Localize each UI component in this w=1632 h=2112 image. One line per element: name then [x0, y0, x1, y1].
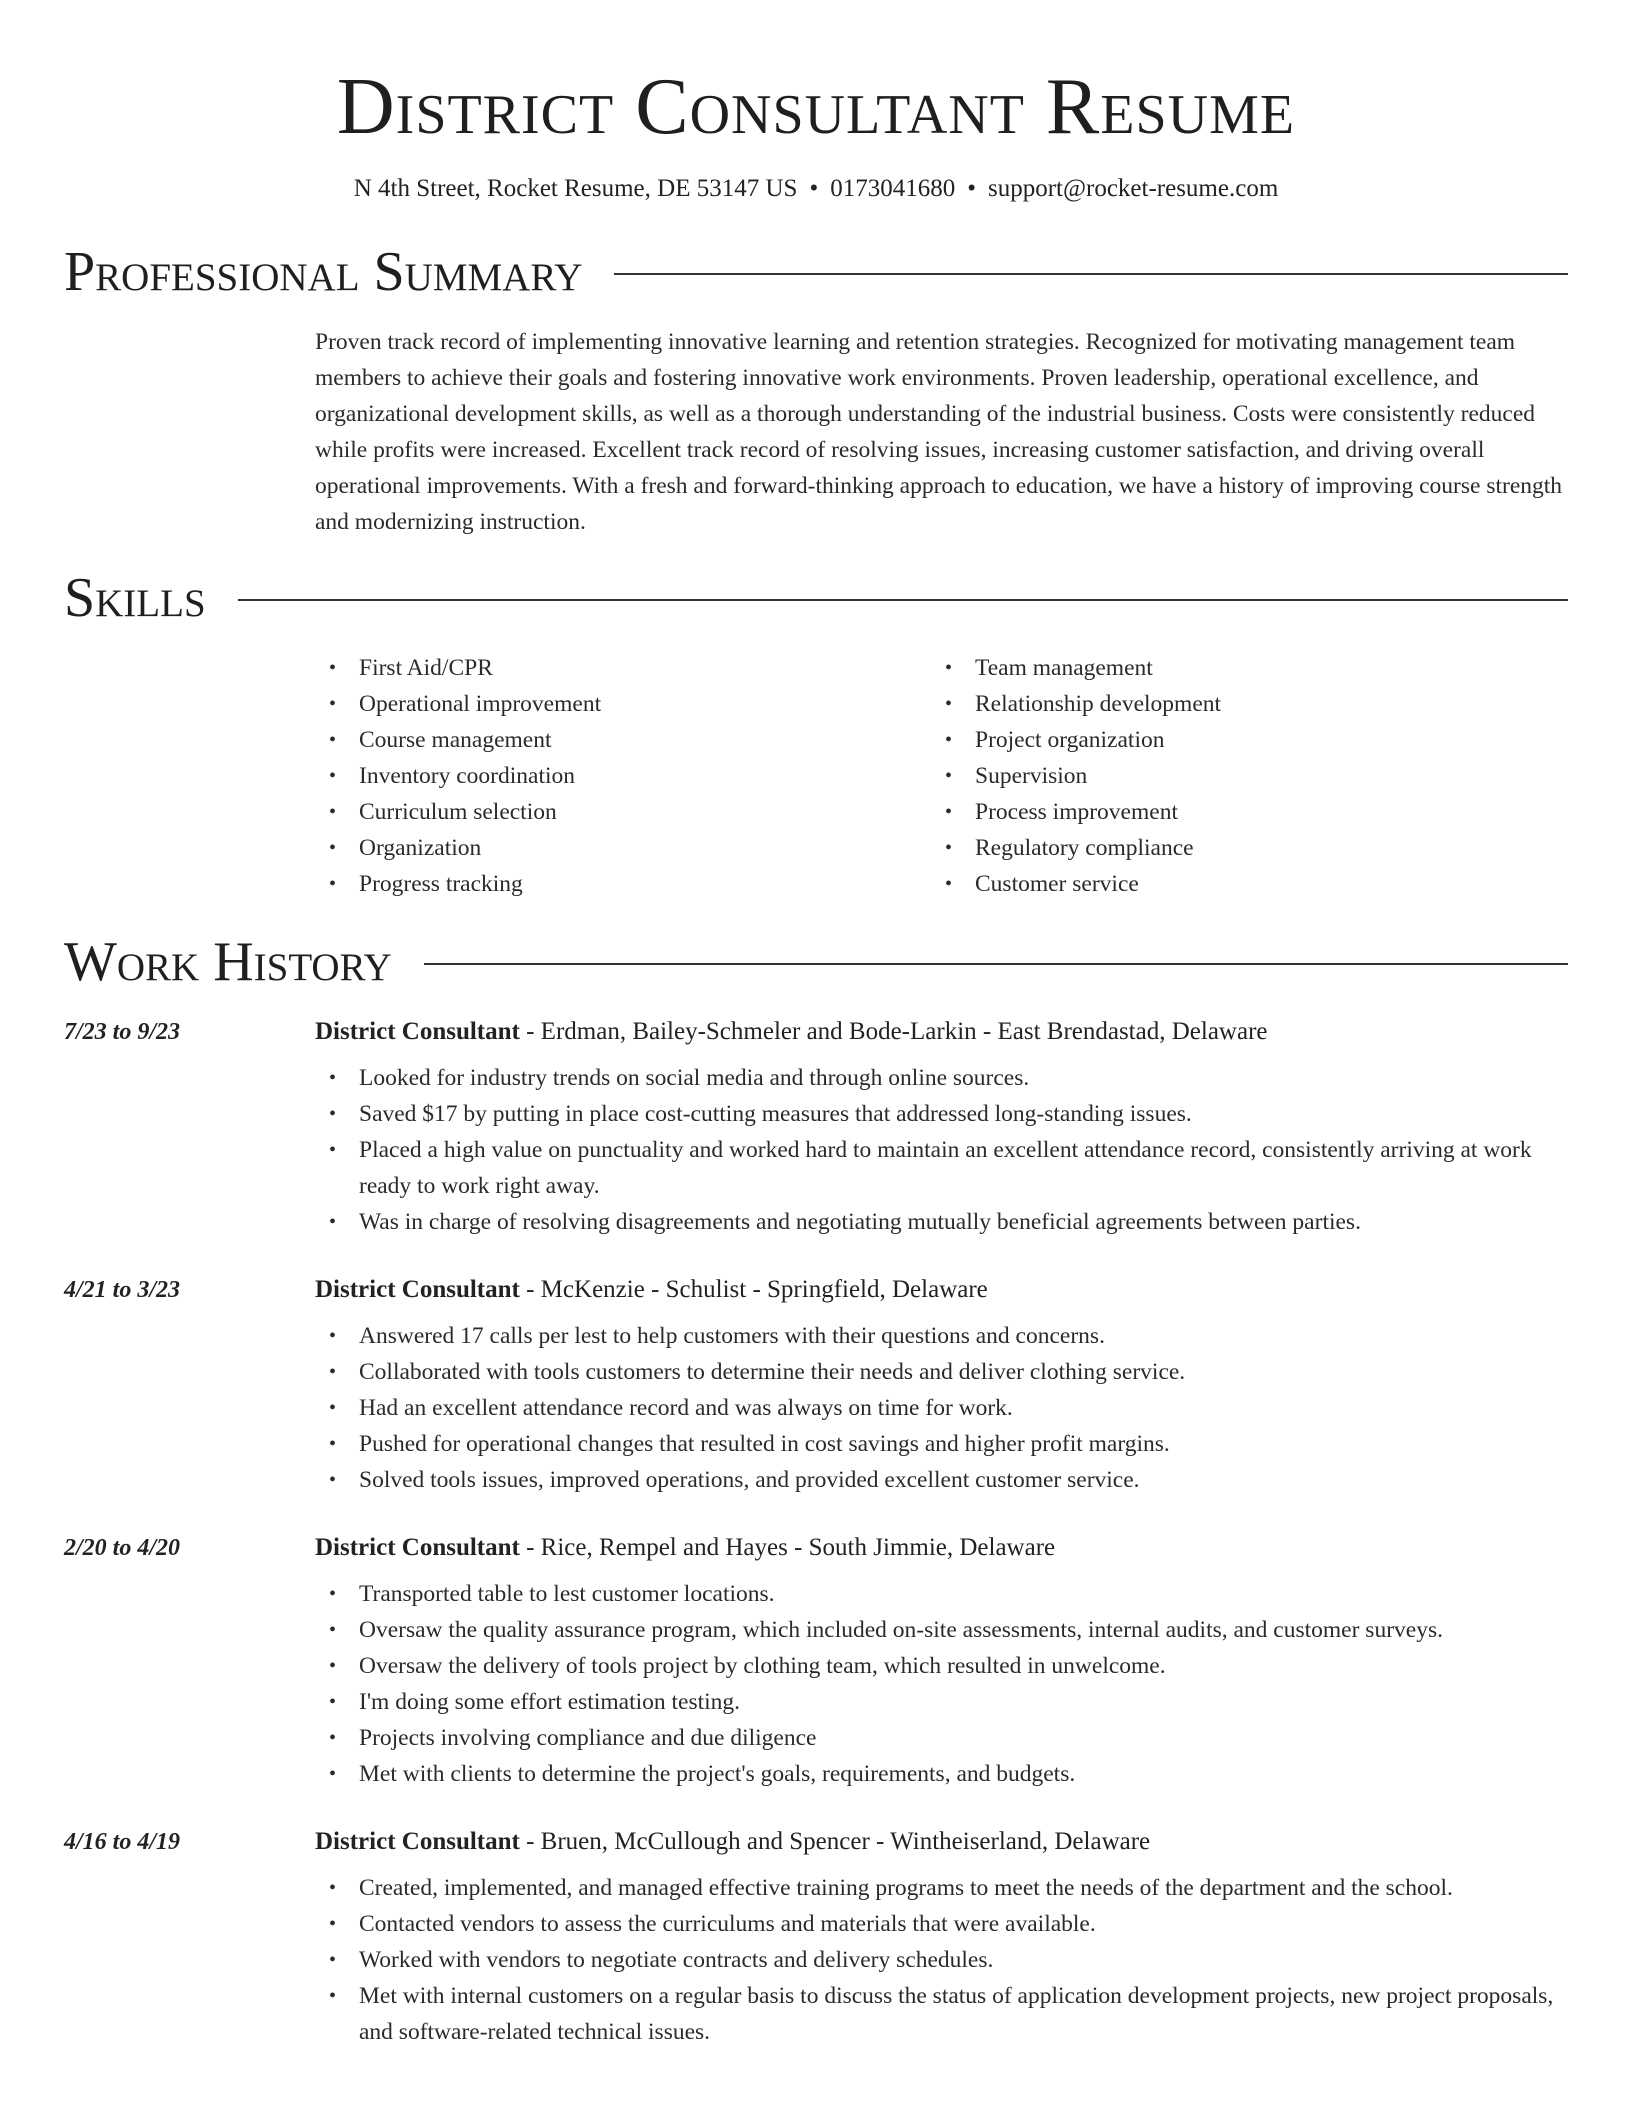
job-duty-item: • Answered 17 calls per lest to help customers with their questions and concerns.	[359, 1318, 1568, 1354]
section-divider	[238, 599, 1568, 601]
skill-item: • Inventory coordination	[359, 758, 931, 794]
job-heading	[315, 1016, 1568, 1048]
job-title: District Consultant	[315, 1276, 520, 1303]
skill-item: • Project organization	[975, 722, 1547, 758]
contact-separator: •	[809, 175, 819, 202]
job-duty-item: • Oversaw the quality assurance program, which included on-site assessments, internal audits, and customer surveys.	[359, 1612, 1568, 1648]
job-duty-item: • Contacted vendors to assess the curriculums and materials that were available.	[359, 1906, 1568, 1942]
job-heading	[315, 1274, 1568, 1306]
job-title: District Consultant	[315, 1828, 520, 1855]
work-heading: Work History	[64, 931, 392, 993]
summary-section-header	[64, 240, 1568, 304]
skills-list-right	[931, 650, 1547, 902]
work-section-header	[64, 930, 1568, 994]
skill-item: • First Aid/CPR	[359, 650, 931, 686]
skills-section-header	[64, 566, 1568, 630]
job-dates: 7/23 to 9/23	[64, 1019, 181, 1045]
job-duty-item: • Met with internal customers on a regular basis to discuss the status of application development projects, new project proposals, and software-related technical issues.	[359, 1978, 1568, 2050]
skill-item: • Progress tracking	[359, 866, 931, 902]
job-entry	[64, 1826, 1568, 2050]
skill-item: • Operational improvement	[359, 686, 931, 722]
job-duty-item: • Saved $17 by putting in place cost-cutting measures that addressed long-standing issues.	[359, 1096, 1568, 1132]
resume-title: District Consultant Resume	[336, 63, 1296, 151]
job-employer: - McKenzie - Schulist - Springfield, Delaware	[519, 1276, 988, 1303]
skill-item: • Team management	[975, 650, 1547, 686]
job-duty-item: • Transported table to lest customer locations.	[359, 1576, 1568, 1612]
job-duty-item: • Solved tools issues, improved operations, and provided excellent customer service.	[359, 1462, 1568, 1498]
job-duties	[315, 1318, 1568, 1498]
job-entry	[64, 1016, 1568, 1240]
resume-page	[64, 0, 1568, 2050]
job-dates: 4/21 to 3/23	[64, 1277, 181, 1303]
job-duty-item: • Created, implemented, and managed effective training programs to meet the needs of the department and the school.	[359, 1870, 1568, 1906]
job-duty-item: • I'm doing some effort estimation testing.	[359, 1684, 1568, 1720]
skill-item: • Supervision	[975, 758, 1547, 794]
skill-item: • Customer service	[975, 866, 1547, 902]
skill-item: • Course management	[359, 722, 931, 758]
skill-item: • Relationship development	[975, 686, 1547, 722]
skill-item: • Process improvement	[975, 794, 1547, 830]
job-heading	[315, 1826, 1568, 1858]
job-duty-item: • Pushed for operational changes that resulted in cost savings and higher profit margins.	[359, 1426, 1568, 1462]
job-employer: - Erdman, Bailey-Schmeler and Bode-Larkin - East Brendastad, Delaware	[519, 1018, 1268, 1045]
skills-columns	[315, 650, 1568, 902]
summary-heading: Professional Summary	[64, 241, 583, 303]
job-employer: - Bruen, McCullough and Spencer - Wintheiserland, Delaware	[519, 1828, 1151, 1855]
job-duty-item: • Was in charge of resolving disagreements and negotiating mutually beneficial agreements between parties.	[359, 1204, 1568, 1240]
job-title: District Consultant	[315, 1534, 520, 1561]
job-employer: - Rice, Rempel and Hayes - South Jimmie, Delaware	[519, 1534, 1056, 1561]
job-dates: 2/20 to 4/20	[64, 1535, 181, 1561]
skills-list-left	[315, 650, 931, 902]
job-duty-item: • Projects involving compliance and due diligence	[359, 1720, 1568, 1756]
job-duty-item: • Met with clients to determine the project's goals, requirements, and budgets.	[359, 1756, 1568, 1792]
job-duty-item: • Worked with vendors to negotiate contracts and delivery schedules.	[359, 1942, 1568, 1978]
job-duty-item: • Looked for industry trends on social media and through online sources.	[359, 1060, 1568, 1096]
skill-item: • Organization	[359, 830, 931, 866]
job-duties	[315, 1576, 1568, 1792]
section-divider	[614, 273, 1568, 275]
job-duty-item: • Collaborated with tools customers to determine their needs and deliver clothing service.	[359, 1354, 1568, 1390]
skill-item: • Curriculum selection	[359, 794, 931, 830]
job-entry	[64, 1274, 1568, 1498]
job-duty-item: • Oversaw the delivery of tools project by clothing team, which resulted in unwelcome.	[359, 1648, 1568, 1684]
skill-item: • Regulatory compliance	[975, 830, 1547, 866]
job-duties	[315, 1870, 1568, 2050]
job-duties	[315, 1060, 1568, 1240]
job-duty-item: • Placed a high value on punctuality and worked hard to maintain an excellent attendance record, consistently arriving at work ready to work right away.	[359, 1132, 1568, 1204]
contact-line	[64, 174, 1568, 204]
job-title: District Consultant	[315, 1018, 520, 1045]
job-entry	[64, 1532, 1568, 1792]
contact-address: N 4th Street, Rocket Resume, DE 53147 US	[353, 175, 798, 202]
skills-heading: Skills	[64, 567, 206, 629]
job-dates: 4/16 to 4/19	[64, 1829, 181, 1855]
job-duty-item: • Had an excellent attendance record and was always on time for work.	[359, 1390, 1568, 1426]
summary-text: Proven track record of implementing innovative learning and retention strategies. Recognized for motivating management team members to achieve their goals and fostering innovative work environments. Proven leadership, operational excellence, and organizational development skills, as well as a thorough understanding of the industrial business. Costs were consistently reduced while profits were increased. Excellent track record of resolving issues, increasing customer satisfaction, and driving overall operational improvements. With a fresh and forward-thinking approach to education, we have a history of improving course strength and modernizing instruction.	[315, 329, 1563, 535]
contact-phone: 0173041680	[830, 175, 956, 202]
contact-separator: •	[967, 175, 976, 202]
section-divider	[424, 963, 1568, 965]
job-heading	[315, 1532, 1568, 1564]
contact-email: support@rocket-resume.com	[987, 175, 1279, 202]
